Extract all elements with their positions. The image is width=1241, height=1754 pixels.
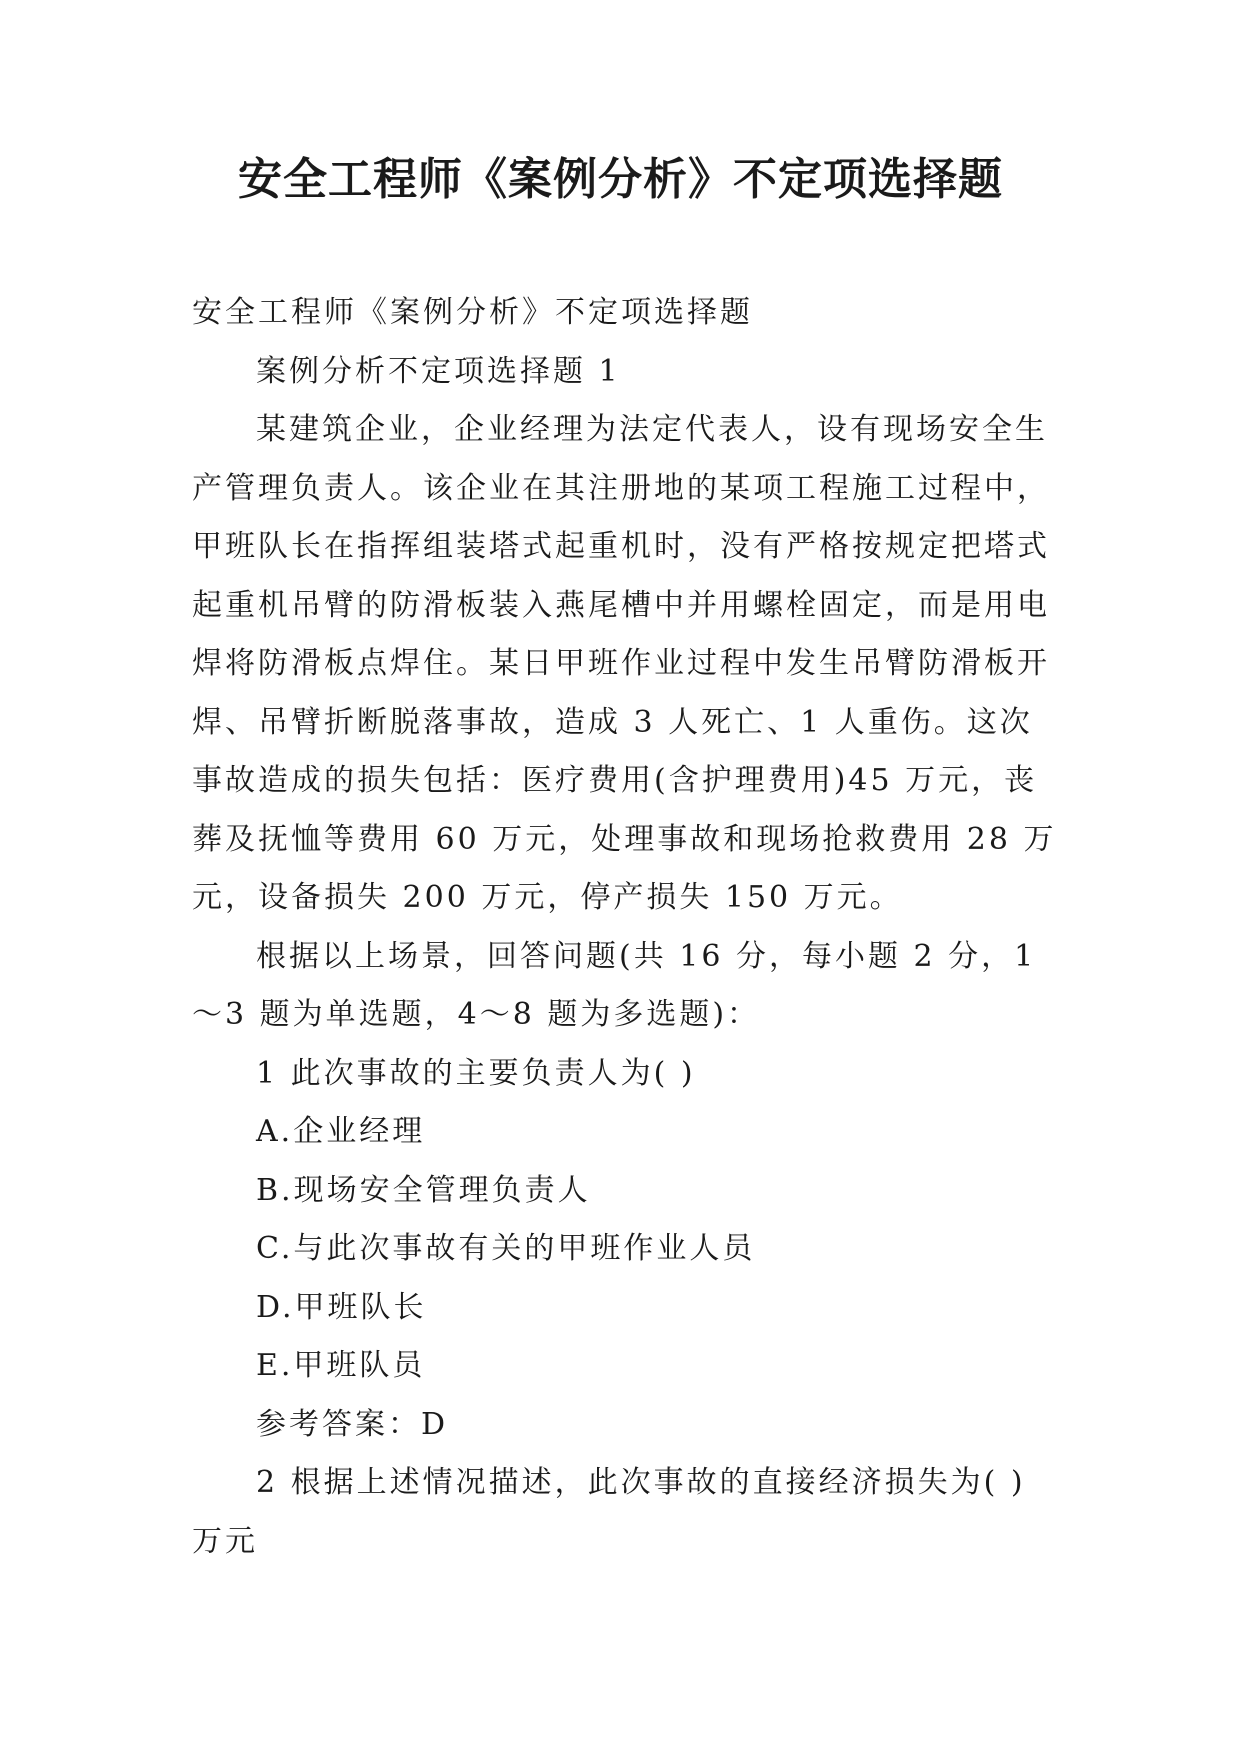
- scenario-paragraph: 某建筑企业，企业经理为法定代表人，设有现场安全生产管理负责人。该企业在其注册地的某项工程施工过程中，甲班队长在指挥组装塔式起重机时，没有严格按规定把塔式起重机吊臂的防滑板装入燕尾槽中并用螺栓固定，而是用电焊将防滑板点焊住。某日甲班作业过程中发生吊臂防滑板开焊、吊臂折断脱落事故，造成 3 人死亡、1 人重伤。这次事故造成的损失包括：医疗费用(含护理费用)45 万元，丧葬及抚恤等费用 60 万元，处理事故和现场抢救费用 28 万元，设备损失 200 万元，停产损失 150 万元。: [192, 412, 1057, 915]
- option-d: D.甲班队长: [256, 1289, 427, 1325]
- option-e: E.甲班队员: [256, 1348, 426, 1383]
- option-c: C.与此次事故有关的甲班作业人员: [256, 1231, 756, 1266]
- section-heading: 案例分析不定项选择题 1: [256, 353, 621, 389]
- option-b: B.现场安全管理负责人: [256, 1172, 591, 1208]
- document-body: [192, 284, 1058, 1571]
- question-1-stem: 1 此次事故的主要负责人为( ): [256, 1055, 696, 1091]
- document-subtitle: 安全工程师《案例分析》不定项选择题: [192, 295, 753, 330]
- question-2-stem: 2 根据上述情况描述，此次事故的直接经济损失为( )万元: [192, 1465, 1026, 1559]
- option-a: A.企业经理: [256, 1114, 426, 1149]
- instructions-paragraph: 根据以上场景，回答问题(共 16 分，每小题 2 分，1～3 题为单选题，4～8 题为多选题)：: [192, 938, 1037, 1032]
- question-1-answer: 参考答案：D: [256, 1406, 449, 1442]
- page-title: 安全工程师《案例分析》不定项选择题: [238, 154, 1003, 205]
